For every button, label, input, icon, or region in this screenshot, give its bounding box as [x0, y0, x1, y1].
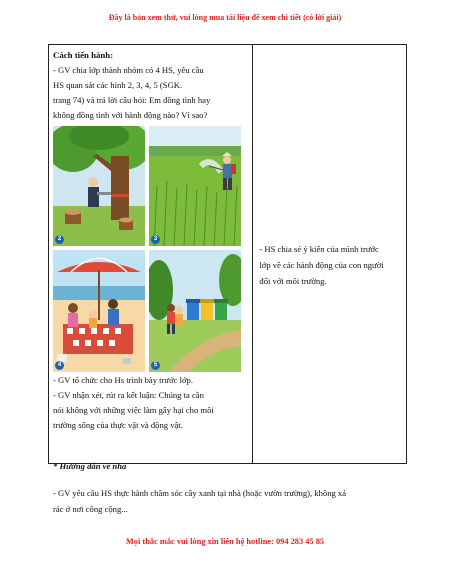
after-line: - GV tổ chức cho Hs trình bày trước lớp. — [53, 375, 193, 385]
lesson-table — [48, 44, 407, 464]
illustration-number: 3 — [151, 235, 160, 244]
footer-notice: Mọi thắc mắc vui lòng xin liên hệ hotline: 094 283 45 85 — [125, 537, 325, 546]
after-line: nói không với những việc làm gây hại cho môi — [53, 405, 214, 415]
illustration-4 — [53, 250, 145, 372]
after-line: - GV nhận xét, rút ra kết luận: Chúng ta cần — [53, 390, 204, 400]
response-line: lớp về các hành động của con người — [259, 260, 384, 270]
pesticide-spraying-illustration — [149, 126, 241, 246]
intro-line: không đồng tình với hành động nào? Vì sao? — [53, 110, 208, 120]
illustration-number: 4 — [55, 361, 64, 370]
beach-picnic-illustration — [53, 250, 145, 372]
illustration-2 — [53, 126, 145, 246]
illustration-5 — [149, 250, 241, 372]
homework-line: rác ở nơi công cộng... — [53, 504, 128, 514]
intro-line: HS quan sát các hình 2, 3, 4, 5 (SGK. — [53, 80, 183, 90]
student-response — [259, 241, 407, 289]
illustration-3 — [149, 126, 241, 246]
recycling-bins-illustration — [149, 250, 241, 372]
intro-line: trang 74) và trả lời câu hỏi: Em đồng tình hay — [53, 95, 211, 105]
homework-heading: * Hướng dẫn về nhà — [53, 461, 127, 471]
response-line: đối với môi trường. — [259, 276, 327, 286]
illustration-number: 2 — [55, 235, 64, 244]
illustration-grid — [53, 126, 248, 372]
response-line: - HS chia sẻ ý kiến của mình trước — [259, 244, 379, 254]
procedure-heading: Cách tiến hành: — [53, 50, 114, 60]
tree-cutting-illustration — [53, 126, 145, 246]
illustration-number: 5 — [151, 361, 160, 370]
homework-line: - GV yêu cầu HS thực hành chăm sóc cây xanh tại nhà (hoặc vườn trường), không xả — [53, 488, 347, 498]
intro-line: - GV chia lớp thành nhóm có 4 HS, yêu cầu — [53, 65, 204, 75]
student-activity-cell — [253, 45, 407, 464]
homework-body — [53, 485, 398, 517]
teacher-activity-cell — [49, 45, 253, 464]
after-line: trường sống của thực vật và động vật. — [53, 420, 183, 430]
header-notice: Đây là bản xem thử, vui lòng mua tài liệu để xem chi tiết (có lời giải) — [108, 13, 342, 22]
